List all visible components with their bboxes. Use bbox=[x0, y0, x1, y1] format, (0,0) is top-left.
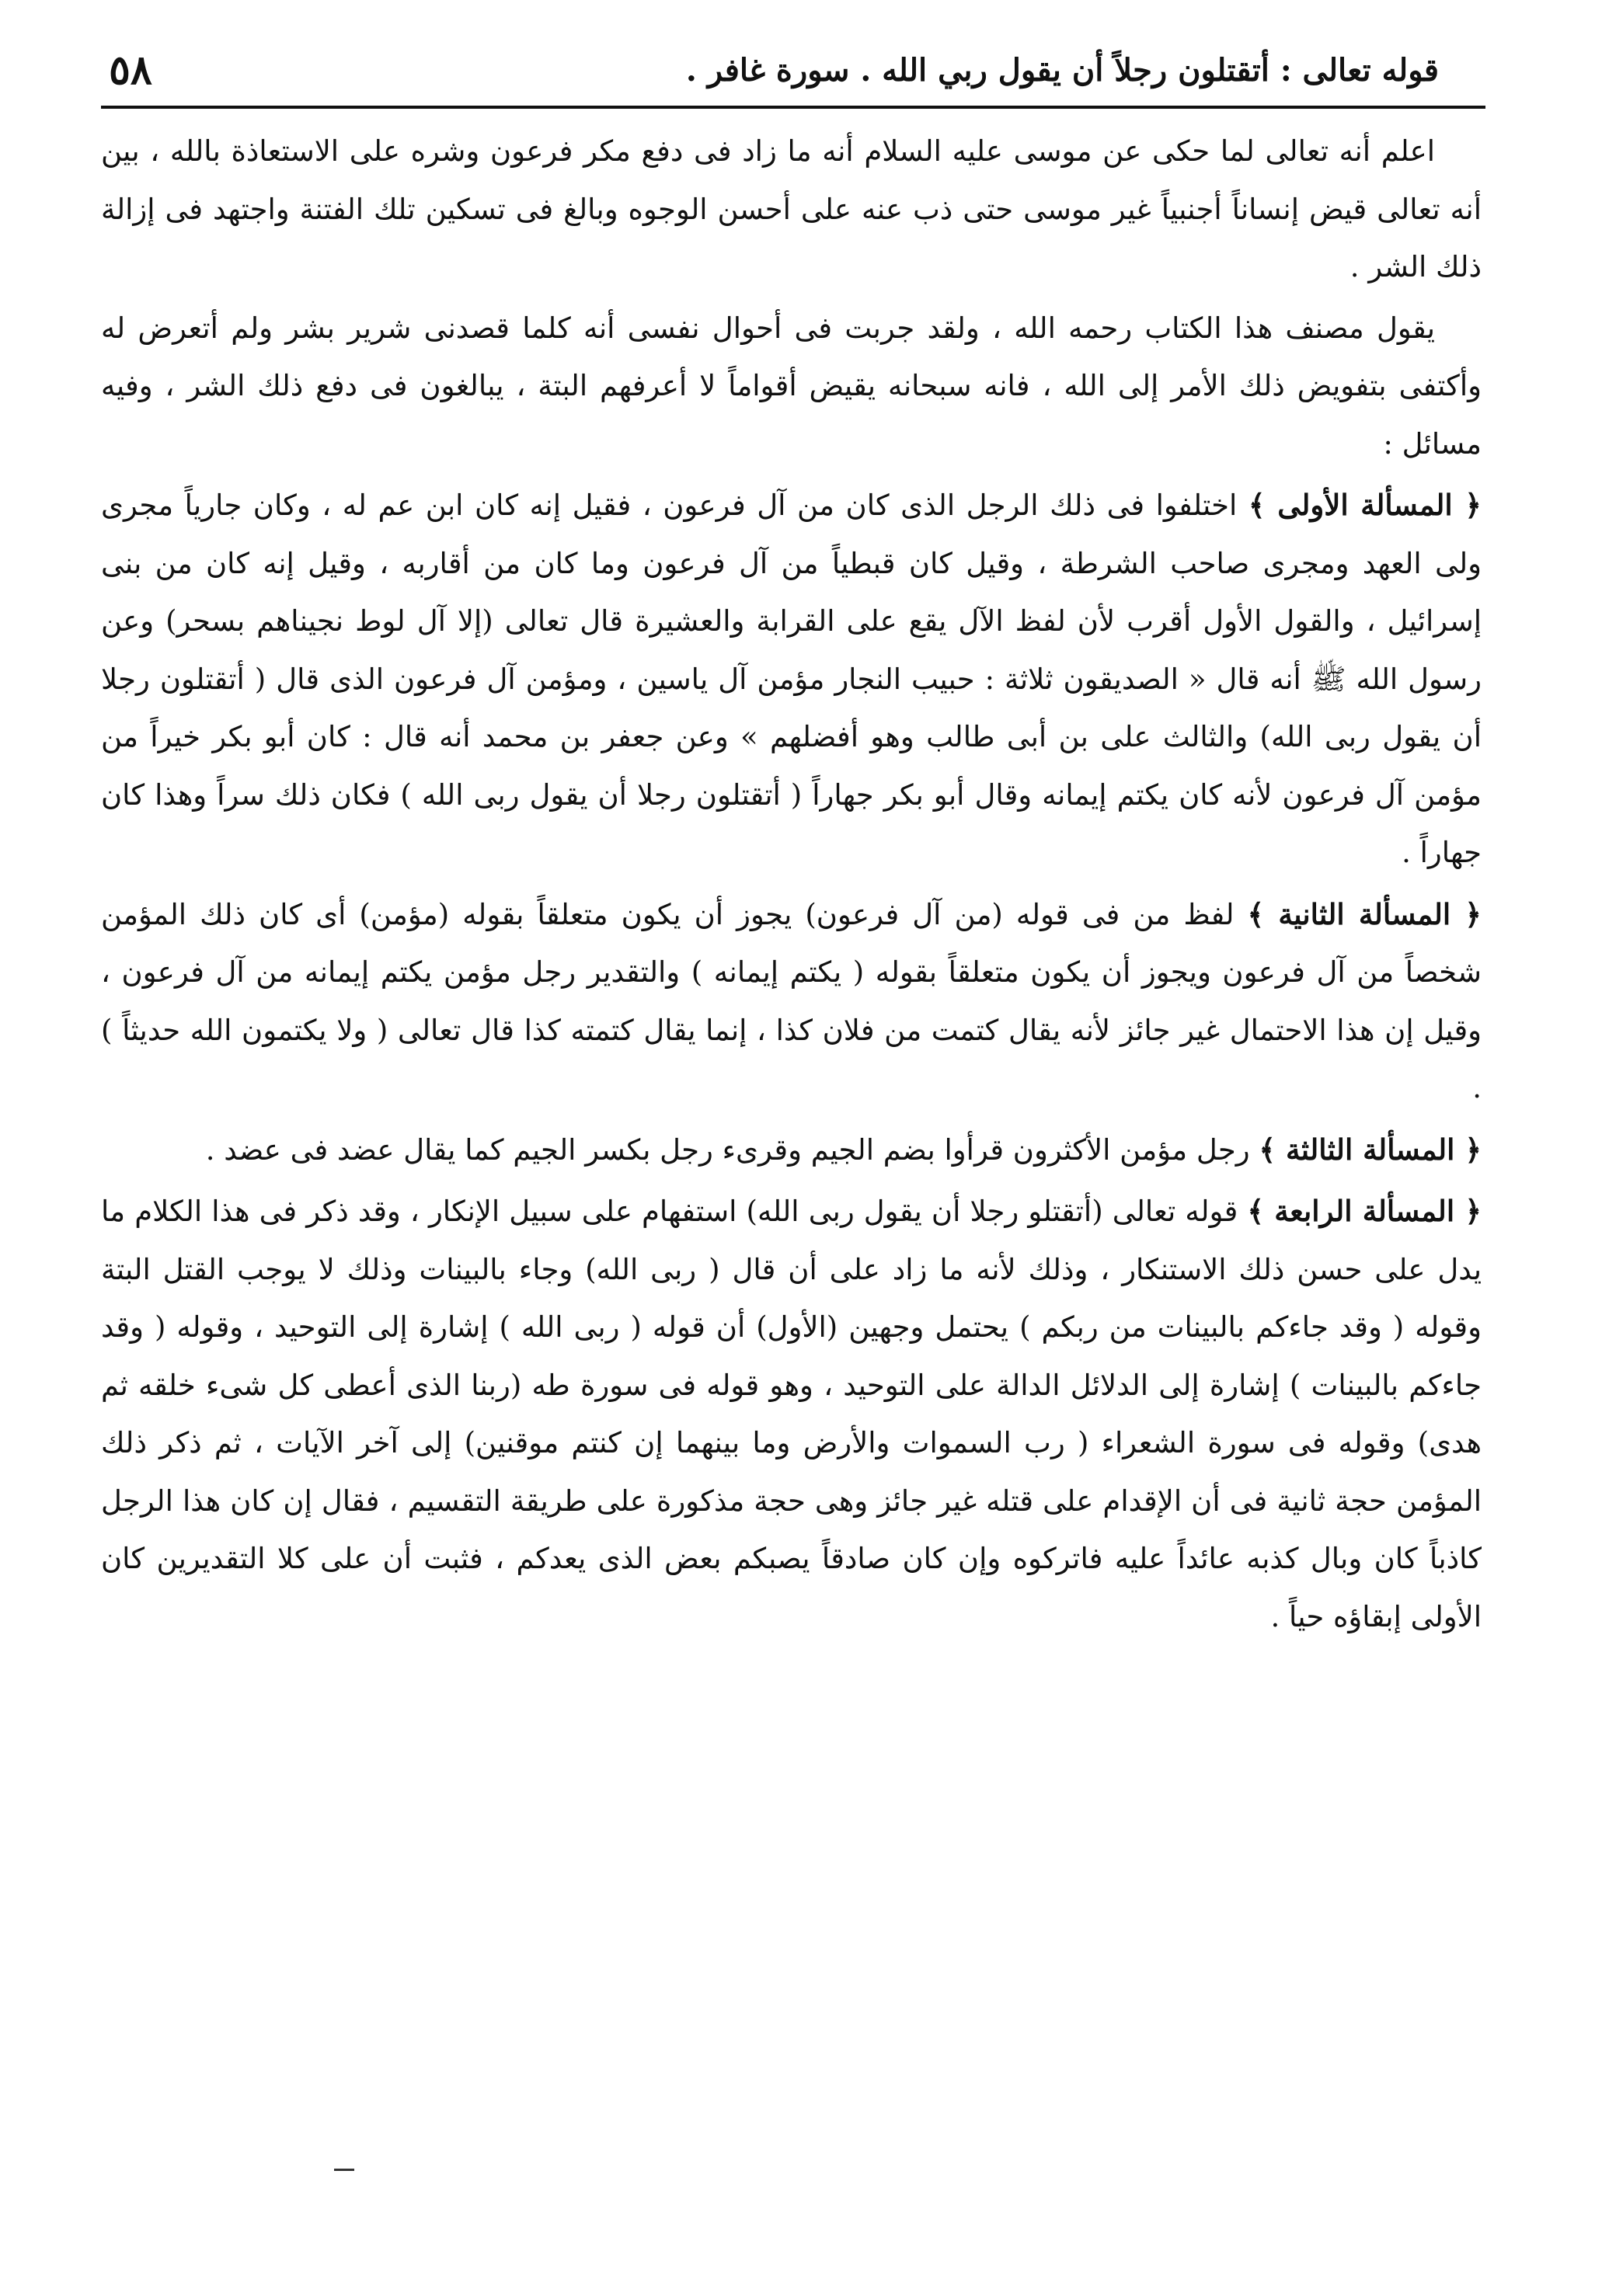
paragraph-text: قوله تعالى (أتقتلو رجلا أن يقول ربى الله) استفهام على سبيل الإنكار ، وقد ذكر فى هذا الكلام ما يدل على حسن ذلك الاستنكار ، وذلك لأنه ما زاد على أن قال ( ربى الله) وجاء بالبينات وذلك لا يوجب القتل البتة وقوله ( وقد جاءكم بالبينات من ربكم ) يحتمل وجهين (الأول) أن قوله ( ربى الله ) إشارة إلى التوحيد ، وقوله ( وقد جاءكم بالبينات ) إشارة إلى الدلائل الدالة على التوحيد ، وهو قوله فى سورة طه (ربنا الذى أعطى كل شىء خلقه ثم هدى) وقوله فى سورة الشعراء ( رب السموات والأرض وما بينهما إن كنتم موقنين) إلى آخر الآيات ، ثم ذكر ذلك المؤمن حجة ثانية فى أن الإقدام على قتله غير جائز وهى حجة مذكورة على طريقة التقسيم ، فقال إن كان هذا الرجل كاذباً كان وبال كذبه عائداً عليه فاتركوه وإن كان صادقاً يصبكم بعض الذى يعدكم ، فثبت أن على كلا التقديرين كان الأولى إبقاؤه حياً . bbox=[101, 1195, 1482, 1633]
running-title: قوله تعالى : أتقتلون رجلاً أن يقول ربي الله . سورة غافر . bbox=[685, 51, 1439, 89]
paragraph-text: اختلفوا فى ذلك الرجل الذى كان من آل فرعون ، فقيل إنه كان ابن عم له ، وكان جارياً مجرى ولى العهد ومجرى صاحب الشرطة ، وقيل كان قبطياً من آل فرعون وما كان من أقاربه ، وقيل إنه كان من بنى إسرائيل ، والقول الأول أقرب لأن لفظ الآل يقع على القرابة والعشيرة قال تعالى (إلا آل لوط نجيناهم بسحر) وعن رسول الله ﷺ أنه قال « الصديقون ثلاثة : حبيب النجار مؤمن آل ياسين ، ومؤمن آل فرعون الذى قال ( أتقتلون رجلا أن يقول ربى الله) والثالث على بن أبى طالب وهو أفضلهم » وعن جعفر بن محمد أنه قال : كان أبو بكر خيراً من مؤمن آل فرعون لأنه كان يكتم إيمانه وقال أبو بكر جهاراً ( أتقتلون رجلا أن يقول ربى الله ) فكان ذلك سراً وهذا كان جهاراً . bbox=[101, 489, 1482, 869]
issue-heading: ﴿ المسألة الأولى ﴾ bbox=[1248, 488, 1482, 522]
paragraph-issue-4 bbox=[101, 1182, 1482, 1646]
issue-heading: ﴿ المسألة الرابعة ﴾ bbox=[1247, 1194, 1482, 1228]
footer-dash bbox=[334, 2169, 354, 2171]
issue-heading: ﴿ المسألة الثالثة ﴾ bbox=[1259, 1132, 1482, 1167]
body-text bbox=[101, 123, 1485, 1646]
issue-heading: ﴿ المسألة الثانية ﴾ bbox=[1247, 896, 1482, 931]
page-header bbox=[101, 39, 1485, 101]
paragraph-issue-2 bbox=[101, 885, 1482, 1118]
paragraph-text: لفظ من فى قوله (من آل فرعون) يجوز أن يكون متعلقاً بقوله (مؤمن) أى كان ذلك المؤمن شخصاً من آل فرعون ويجوز أن يكون متعلقاً بقوله ( يكتم إيمانه ) والتقدير رجل مؤمن يكتم إيمانه من آل فرعون ، وقيل إن هذا الاحتمال غير جائز لأنه يقال كتمت من فلان كذا ، إنما يقال كتمته كذا قال تعالى ( ولا يكتمون الله حديثاً ) . bbox=[101, 897, 1482, 1105]
paragraph-text: يقول مصنف هذا الكتاب رحمه الله ، ولقد جربت فى أحوال نفسى أنه كلما قصدنى شرير بشر ولم أتعرض له وأكتفى بتفويض ذلك الأمر إلى الله ، فانه سبحانه يقيض أقواماً لا أعرفهم البتة ، يبالغون فى دفع ذلك الشر ، وفيه مسائل : bbox=[101, 311, 1482, 461]
paragraph-intro bbox=[101, 123, 1482, 297]
paragraph-issue-3 bbox=[101, 1121, 1482, 1180]
paragraph-author-note bbox=[101, 300, 1482, 474]
paragraph-text: رجل مؤمن الأكثرون قرأوا بضم الجيم وقرىء رجل بكسر الجيم كما يقال عضد فى عضد . bbox=[205, 1132, 1250, 1167]
header-rule bbox=[101, 106, 1485, 109]
paragraph-text: اعلم أنه تعالى لما حكى عن موسى عليه السلام أنه ما زاد فى دفع مكر فرعون وشره على الاستعاذة بالله ، بين أنه تعالى قيض إنساناً أجنبياً غير موسى حتى ذب عنه على أحسن الوجوه وبالغ فى تسكين تلك الفتنة واجتهد فى إزالة ذلك الشر . bbox=[101, 134, 1482, 284]
page-number: ٥٨ bbox=[109, 46, 152, 94]
paragraph-issue-1 bbox=[101, 476, 1482, 882]
